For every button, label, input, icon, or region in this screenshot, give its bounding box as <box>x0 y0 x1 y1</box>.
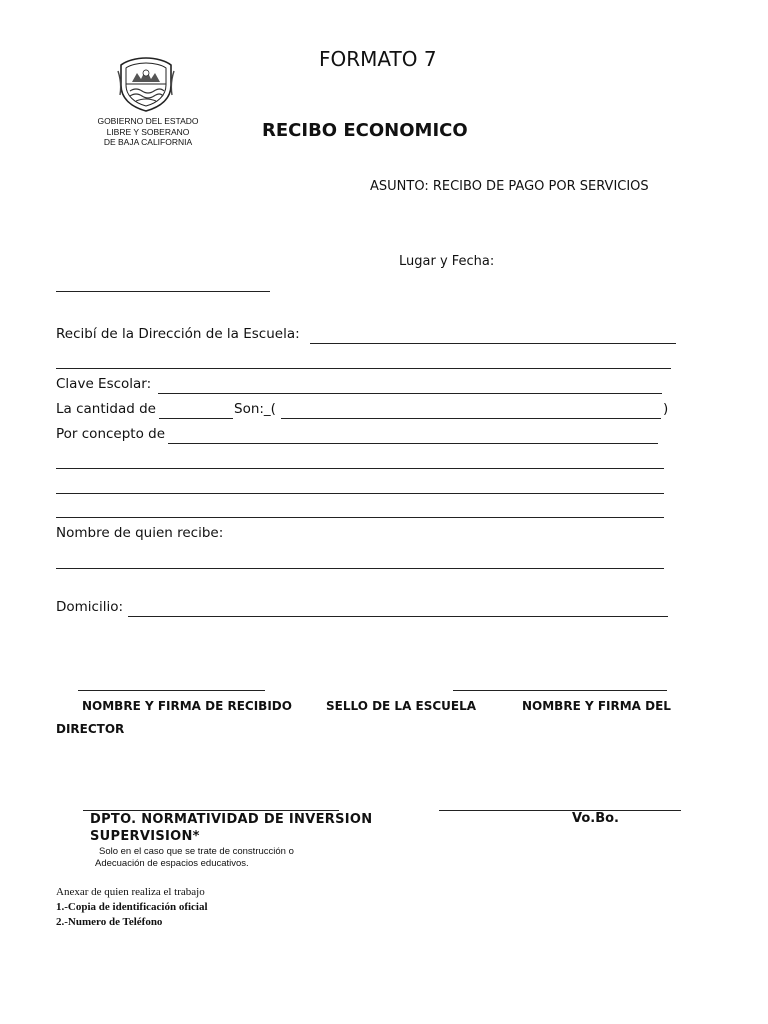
place-date-label: Lugar y Fecha: <box>399 254 495 269</box>
receiver-name-line[interactable] <box>56 568 664 569</box>
concept-line-4[interactable] <box>56 517 664 518</box>
receiver-name-label: Nombre de quien recibe: <box>56 525 224 541</box>
concept-line-3[interactable] <box>56 493 664 494</box>
approval-label: Vo.Bo. <box>572 811 619 826</box>
annex-item: 1.-Copia de identificación oficial <box>56 901 208 913</box>
department-label <box>90 811 372 845</box>
footnote-line: Adecuación de espacios educativos. <box>95 858 249 869</box>
format-number: FORMATO 7 <box>319 47 437 71</box>
department-line: SUPERVISION* <box>90 829 200 844</box>
government-label <box>82 116 214 148</box>
school-key-line[interactable] <box>158 393 662 394</box>
address-line[interactable] <box>128 616 668 617</box>
received-from-label: Recibí de la Dirección de la Escuela: <box>56 326 300 342</box>
concept-line[interactable] <box>168 443 658 444</box>
approval-signature-line[interactable] <box>439 810 681 811</box>
place-date-line[interactable] <box>56 291 270 292</box>
school-key-label: Clave Escolar: <box>56 376 152 392</box>
document-title: RECIBO ECONOMICO <box>262 120 468 141</box>
address-label: Domicilio: <box>56 599 124 615</box>
amount-label: La cantidad de <box>56 401 156 417</box>
department-footnote <box>95 846 294 870</box>
received-from-line-2[interactable] <box>56 368 671 369</box>
amount-words-line[interactable] <box>281 418 661 419</box>
amount-words-label: Son:_( <box>234 401 276 417</box>
government-line: GOBIERNO DEL ESTADO <box>97 116 199 126</box>
subject-line: ASUNTO: RECIBO DE PAGO POR SERVICIOS <box>370 179 649 194</box>
concept-line-2[interactable] <box>56 468 664 469</box>
amount-close-paren: ) <box>663 401 669 417</box>
receiver-signature-label: NOMBRE Y FIRMA DE RECIBIDO <box>82 699 292 713</box>
footnote-line: Solo en el caso que se trate de construcción o <box>99 846 294 857</box>
director-signature-label: NOMBRE Y FIRMA DEL <box>522 699 671 713</box>
government-line: LIBRE Y SOBERANO <box>106 126 190 137</box>
director-signature-line[interactable] <box>453 690 667 691</box>
amount-line[interactable] <box>159 418 233 419</box>
government-line: DE BAJA CALIFORNIA <box>103 137 193 147</box>
annex-section <box>56 885 208 930</box>
department-line: DPTO. NORMATIVIDAD DE INVERSION <box>90 812 373 827</box>
receiver-signature-line[interactable] <box>78 690 265 691</box>
annex-heading: Anexar de quien realiza el trabajo <box>56 886 205 898</box>
concept-label: Por concepto de <box>56 426 166 442</box>
state-coat-of-arms-icon <box>116 55 176 113</box>
school-seal-label: SELLO DE LA ESCUELA <box>326 699 477 713</box>
director-signature-label-2: DIRECTOR <box>56 722 125 736</box>
annex-item: 2.-Numero de Teléfono <box>56 916 163 928</box>
received-from-line[interactable] <box>310 343 676 344</box>
